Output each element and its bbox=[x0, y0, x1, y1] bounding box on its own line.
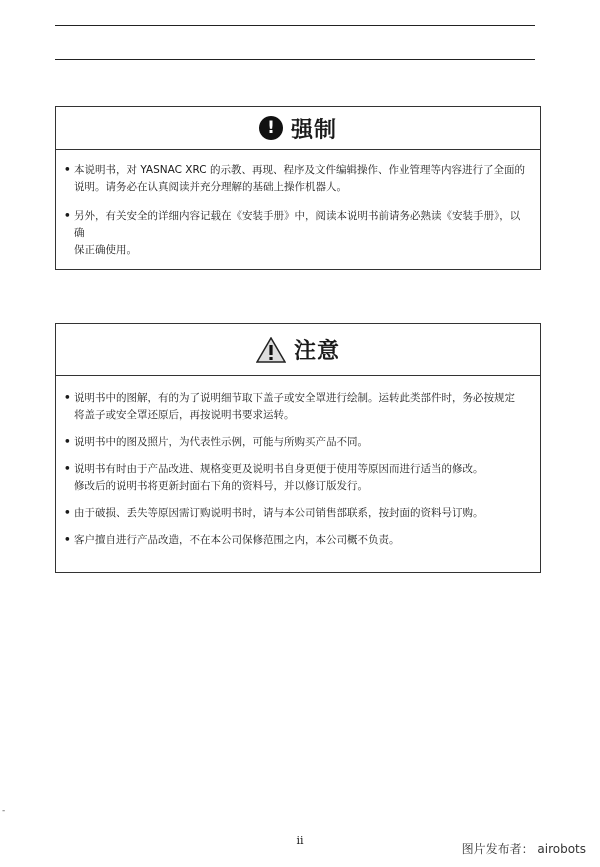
mandatory-notice-box bbox=[55, 106, 541, 270]
caution-item bbox=[64, 505, 528, 522]
item-text bbox=[74, 505, 528, 522]
bullet: • bbox=[64, 463, 71, 475]
item-line: 将盖子或安全罩还原后，再按说明书要求运转。 bbox=[74, 409, 295, 421]
bullet: • bbox=[64, 507, 71, 519]
item-line: 客户擅自进行产品改造，不在本公司保修范围之内，本公司概不负责。 bbox=[74, 534, 400, 546]
caution-item bbox=[64, 461, 528, 495]
exclamation-circle-icon: ! bbox=[259, 116, 283, 140]
item-text bbox=[74, 390, 528, 424]
bullet: • bbox=[64, 210, 71, 222]
edge-mark: - bbox=[2, 806, 6, 816]
item-line: 修改后的说明书将更新封面右下角的资料号，并以修订版发行。 bbox=[74, 480, 368, 492]
warning-triangle-icon bbox=[256, 337, 286, 363]
caution-item bbox=[64, 532, 528, 549]
caution-notice-box bbox=[55, 323, 541, 573]
bullet: • bbox=[64, 436, 71, 448]
caution-item bbox=[64, 390, 528, 424]
item-line: 保正确使用。 bbox=[74, 244, 137, 256]
caution-item bbox=[64, 434, 528, 451]
mandatory-title: 强制 bbox=[290, 117, 337, 143]
item-text bbox=[74, 532, 528, 549]
mandatory-item bbox=[64, 208, 528, 259]
item-line: 说明书中的图解，有的为了说明细节取下盖子或安全罩进行绘制。运转此类部件时，务必按规定 bbox=[74, 392, 515, 404]
publisher-credit: 图片发布者： airobots bbox=[461, 842, 586, 856]
item-line: 另外，有关安全的详细内容记载在《安装手册》中，阅读本说明书前请务必熟读《安装手册》，以确 bbox=[74, 210, 521, 239]
page-number: ii bbox=[296, 834, 304, 847]
item-text bbox=[74, 434, 528, 451]
bullet: • bbox=[64, 534, 71, 546]
item-text bbox=[74, 461, 528, 495]
item-text bbox=[74, 162, 528, 196]
caution-header bbox=[56, 324, 540, 376]
mandatory-body bbox=[56, 150, 540, 259]
caution-title: 注意 bbox=[293, 339, 340, 364]
item-text bbox=[74, 208, 528, 259]
second-rule bbox=[55, 59, 535, 60]
mandatory-header bbox=[56, 107, 540, 150]
bullet: • bbox=[64, 392, 71, 404]
item-line: 本说明书，对 YASNAC XRC 的示教、再现、程序及文件编辑操作、作业管理等内容进行了全面的 bbox=[74, 164, 525, 176]
caution-body bbox=[56, 376, 540, 549]
bullet: • bbox=[64, 164, 71, 176]
mandatory-item bbox=[64, 162, 528, 196]
item-line: 说明书中的图及照片，为代表性示例，可能与所购买产品不同。 bbox=[74, 436, 368, 448]
item-line: 说明。请务必在认真阅读并充分理解的基础上操作机器人。 bbox=[74, 181, 347, 193]
item-line: 说明书有时由于产品改进、规格变更及说明书自身更便于使用等原因而进行适当的修改。 bbox=[74, 463, 484, 475]
top-rule bbox=[55, 25, 535, 26]
item-line: 由于破损、丢失等原因需订购说明书时，请与本公司销售部联系，按封面的资料号订购。 bbox=[74, 507, 484, 519]
